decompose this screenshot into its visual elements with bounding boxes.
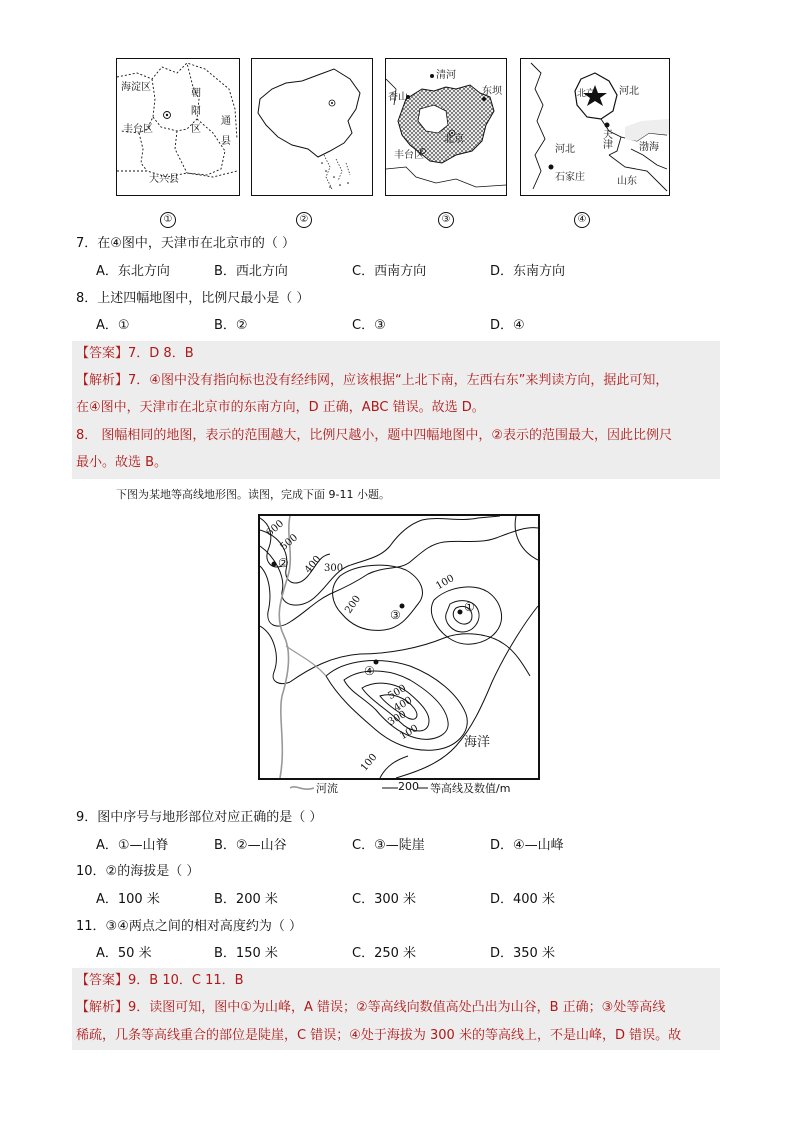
topo-label-300b: 300 <box>386 709 409 729</box>
map-4-label-shijiazhuang: 石家庄 <box>555 172 585 183</box>
map-1-label-daxing: 大兴县 <box>149 174 179 185</box>
map-1-number: ① <box>160 212 176 228</box>
topo-label-100a: 100 <box>434 573 457 593</box>
topo-label-600: 600 <box>264 518 287 539</box>
analysis-1-line-4: 最小。故选 B。 <box>76 455 168 470</box>
q9-option-c: C．③—陡崖 <box>352 838 425 853</box>
q9-stem: 9．图中序号与地形部位对应正确的是（ ） <box>76 810 323 825</box>
contour-legend-line-right <box>418 782 428 794</box>
topo-legend <box>290 780 550 796</box>
map-2-drawing <box>252 59 372 195</box>
map-1-label-tong-1: 通 <box>221 116 231 127</box>
answer-2 <box>76 973 244 989</box>
topo-label-100b: 100 <box>398 723 421 743</box>
q7-option-d: D．东南方向 <box>490 264 566 279</box>
contour-legend-label: 等高线及数值/m <box>430 782 511 795</box>
topo-point-4: ④ <box>364 664 375 678</box>
q8-option-c: C．③ <box>352 318 386 333</box>
analysis-2-text-1: 9．读图可知，图中①为山峰，A 错误；②等高线向数值高处凸出为山谷，B 正确；③处等高线 <box>128 1000 666 1015</box>
q8-stem: 8．上述四幅地图中，比例尺最小是（ ） <box>76 291 310 306</box>
analysis-2-tag: 【解析】 <box>76 1000 129 1015</box>
analysis-1-line-3: 8． 图幅相同的地图，表示的范围越大，比例尺越小，题中四幅地图中，②表示的范围最大，因此比例尺 <box>76 428 673 443</box>
map-1-label-chaoyang-3: 区 <box>191 124 201 135</box>
map-4-label-beijing: 北京 <box>577 89 596 99</box>
map-3-label-dongba: 东坝 <box>482 86 502 97</box>
q10-stem: 10．②的海拔是（ ） <box>76 864 200 879</box>
topo-label-400a: 400 <box>302 553 324 576</box>
topo-point-3: ③ <box>390 608 401 622</box>
topo-map <box>258 514 540 780</box>
map-4-label-bohai: 渤海 <box>639 142 659 153</box>
topo-label-300a: 300 <box>324 563 344 574</box>
answer-2-text: 9．B 10．C 11．B <box>128 973 244 988</box>
q8-option-d: D．④ <box>490 318 525 333</box>
topo-label-500b: 500 <box>386 683 409 703</box>
map-4-drawing <box>521 59 669 195</box>
q7-option-c: C．西南方向 <box>352 264 427 279</box>
map-3-label-fengtai: 丰台区 <box>394 150 424 161</box>
topo-label-200a: 200 <box>343 593 364 616</box>
q10-option-a: A．100 米 <box>96 892 160 907</box>
map-1-label-chaoyang-2: 阳 <box>191 106 201 117</box>
analysis-1-line-1 <box>76 373 668 389</box>
map-1-label-tong-2: 县 <box>221 136 231 147</box>
q7-stem: 7．在④图中，天津市在北京市的（ ） <box>76 236 296 251</box>
map-4-number: ④ <box>574 212 590 228</box>
topo-point-1: ① <box>464 600 475 614</box>
contour-legend-line-left <box>382 782 398 794</box>
q10-option-d: D．400 米 <box>490 892 555 907</box>
analysis-1-tag: 【解析】 <box>76 373 129 388</box>
q10-option-c: C．300 米 <box>352 892 417 907</box>
analysis-1-line-2: 在④图中，天津市在北京市的东南方向，D 正确，ABC 错误。故选 D。 <box>76 400 485 415</box>
answer-1 <box>76 346 194 362</box>
river-legend-symbol <box>290 782 314 794</box>
answer-2-tag: 【答案】 <box>76 973 129 988</box>
analysis-1-text-1: 7．④图中没有指向标也没有经纬网，应该根据“上北下南，左西右东”来判读方向，据此可知， <box>128 373 669 388</box>
map-3 <box>385 58 507 196</box>
map-4 <box>520 58 670 196</box>
contour-legend-value: 200 <box>398 780 419 793</box>
q9-option-b: B．②—山谷 <box>214 838 287 853</box>
map-3-label-beijing: 北京 <box>444 134 464 145</box>
q11-option-b: B．150 米 <box>214 946 278 961</box>
map-3-number: ③ <box>438 212 454 228</box>
map-3-label-qinghe: 清河 <box>436 70 456 81</box>
map-1-label-fengtai: 丰台区 <box>123 124 153 135</box>
map-4-label-shandong: 山东 <box>617 176 637 187</box>
river-legend-label: 河流 <box>316 782 338 795</box>
q7-option-a: A．东北方向 <box>96 264 170 279</box>
q10-option-b: B．200 米 <box>214 892 278 907</box>
map-4-label-tianjin-2: 津 <box>603 140 613 151</box>
answer-1-tag: 【答案】 <box>76 346 129 361</box>
topo-label-100c: 100 <box>358 751 380 774</box>
map-2 <box>251 58 373 196</box>
map-4-label-tianjin-1: 天 <box>603 130 613 141</box>
topo-ocean-label: 海洋 <box>464 735 491 750</box>
map-3-label-xiangshan: 香山 <box>388 92 408 103</box>
topo-point-2: ② <box>278 556 289 570</box>
map-4-label-hebei-2: 河北 <box>555 144 575 155</box>
q11-stem: 11．③④两点之间的相对高度约为（ ） <box>76 919 302 934</box>
analysis-2-line-1 <box>76 1000 665 1016</box>
map-1-label-chaoyang-1: 朝 <box>191 88 201 99</box>
q8-option-b: B．② <box>214 318 248 333</box>
topo-intro: 下图为某地等高线地形图。读图，完成下面 9-11 小题。 <box>116 488 390 501</box>
q11-option-a: A．50 米 <box>96 946 152 961</box>
topo-map-drawing <box>260 516 538 778</box>
answer-1-text: 7．D 8．B <box>128 346 194 361</box>
q9-option-a: A．①—山脊 <box>96 838 169 853</box>
map-1 <box>116 58 240 196</box>
analysis-2-line-2: 稀疏，几条等高线重合的部位是陡崖，C 错误；④处于海拔为 300 米的等高线上，不是山峰，D 错误。故 <box>76 1028 682 1043</box>
topo-label-500a: 500 <box>278 532 301 553</box>
topo-label-400b: 400 <box>392 695 415 715</box>
q9-option-d: D．④—山峰 <box>490 838 564 853</box>
q7-option-b: B．西北方向 <box>214 264 288 279</box>
q11-option-d: D．350 米 <box>490 946 555 961</box>
map-4-label-hebei-1: 河北 <box>619 86 639 97</box>
q11-option-c: C．250 米 <box>352 946 417 961</box>
map-2-number: ② <box>296 212 312 228</box>
map-1-label-haidian: 海淀区 <box>121 82 151 93</box>
q8-option-a: A．① <box>96 318 130 333</box>
